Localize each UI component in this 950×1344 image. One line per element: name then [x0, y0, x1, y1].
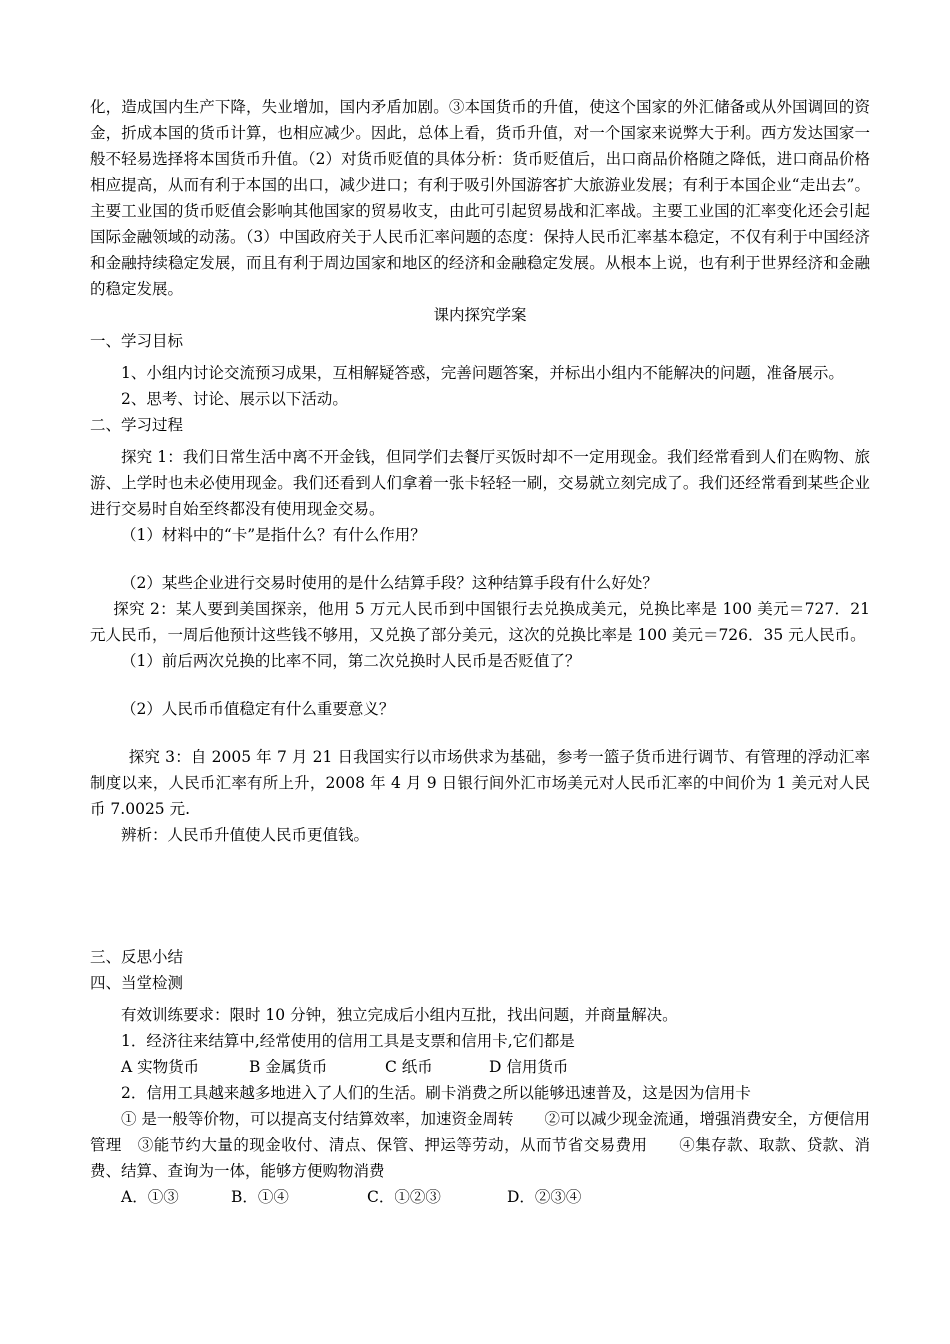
- explore-1-text: 探究 1：我们日常生活中离不开金钱，但同学们去餐厅买饭时却不一定用现金。我们经常看到人们在购物、旅游、上学时也未必使用现金。我们还看到人们拿着一张卡轻轻一刷，交易就立刻完成了。我们还经常看到某些企业进行交易时自始至终都没有使用现金交易。: [90, 448, 870, 518]
- question-1-options: [90, 1054, 870, 1080]
- explore-3-analysis: 辨析：人民币升值使人民币更值钱。: [121, 826, 370, 844]
- goals-heading: 一、学习目标: [90, 332, 184, 350]
- question-1-option-a: A 实物货币: [121, 1058, 200, 1076]
- process-heading: 二、学习过程: [90, 416, 184, 434]
- question-2-body: ① 是一般等价物，可以提高支付结算效率，加速资金周转 ②可以减少现金流通，增强消费安全，方便信用管理 ③能节约大量的现金收付、清点、保管、押运等劳动，从而节省交易费用 ④集存款、取款、贷款、消费、结算、查询为一体，能够方便购物消费: [90, 1110, 870, 1180]
- goal-item-1: 1、小组内讨论交流预习成果，互相解疑答惑，完善问题答案，并标出小组内不能解决的问题，准备展示。: [121, 364, 844, 382]
- explore-2-question-2: （2）人民币币值稳定有什么重要意义？: [121, 700, 395, 718]
- explore-2-question-1: （1）前后两次兑换的比率不同，第二次兑换时人民币是否贬值了？: [121, 652, 581, 670]
- question-2-stem: 2．信用工具越来越多地进入了人们的生活。刷卡消费之所以能够迅速普及，这是因为信用卡: [121, 1084, 751, 1102]
- question-2-option-a: A．①③: [121, 1188, 179, 1206]
- question-2-option-b: B．①④: [231, 1188, 289, 1206]
- check-heading: 四、当堂检测: [90, 974, 184, 992]
- reflection-heading: 三、反思小结: [90, 948, 184, 966]
- question-1-stem: 1．经济往来结算中,经常使用的信用工具是支票和信用卡,它们都是: [121, 1032, 575, 1050]
- question-2-option-c: C．①②③: [367, 1188, 441, 1206]
- explore-1-question-2: （2）某些企业进行交易时使用的是什么结算手段？这种结算手段有什么好处？: [121, 574, 658, 592]
- question-2-option-d: D．②③④: [507, 1188, 582, 1206]
- check-requirement: 有效训练要求：限时 10 分钟，独立完成后小组内互批，找出问题，并商量解决。: [121, 1006, 678, 1024]
- question-2-options: [90, 1184, 870, 1210]
- question-1-option-b: B 金属货币: [249, 1058, 328, 1076]
- explore-3-text: 探究 3：自 2005 年 7 月 21 日我国实行以市场供求为基础，参考一篮子货币进行调节、有管理的浮动汇率制度以来，人民币汇率有所上升，2008 年 4 月 9 日银行间外汇市场美元对人民币汇率的中间价为 1 美元对人民币 7.0025 元.: [90, 748, 870, 818]
- question-1-option-d: D 信用货币: [489, 1058, 569, 1076]
- intro-paragraph: 化，造成国内生产下降，失业增加，国内矛盾加剧。③本国货币的升值，使这个国家的外汇储备或从外国调回的资金，折成本国的货币计算，也相应减少。因此，总体上看，货币升值，对一个国家来说弊大于利。西方发达国家一般不轻易选择将本国货币升值。（2）对货币贬值的具体分析：货币贬值后，出口商品价格随之降低，进口商品价格相应提高，从而有利于本国的出口，减少进口；有利于吸引外国游客扩大旅游业发展；有利于本国企业“走出去”。主要工业国的货币贬值会影响其他国家的贸易收支，由此可引起贸易战和汇率战。主要工业国的汇率变化还会引起国际金融领域的动荡。（3）中国政府关于人民币汇率问题的态度：保持人民币汇率基本稳定，不仅有利于中国经济和金融持续稳定发展，而且有利于周边国家和地区的经济和金融稳定发展。从根本上说，也有利于世界经济和金融的稳定发展。: [90, 98, 870, 298]
- explore-2-text: 探究 2：某人要到美国探亲，他用 5 万元人民币到中国银行去兑换成美元，兑换比率是 100 美元＝727．21 元人民币，一周后他预计这些钱不够用，又兑换了部分美元，这次的兑换比率是 100 美元＝726．35 元人民币。: [90, 600, 870, 644]
- question-1-option-c: C 纸币: [385, 1058, 433, 1076]
- explore-1-question-1: （1）材料中的“卡”是指什么？有什么作用？: [121, 526, 426, 544]
- goal-item-2: 2、思考、讨论、展示以下活动。: [121, 390, 348, 408]
- section-title: 课内探究学案: [433, 306, 527, 324]
- document-page: [90, 94, 870, 1210]
